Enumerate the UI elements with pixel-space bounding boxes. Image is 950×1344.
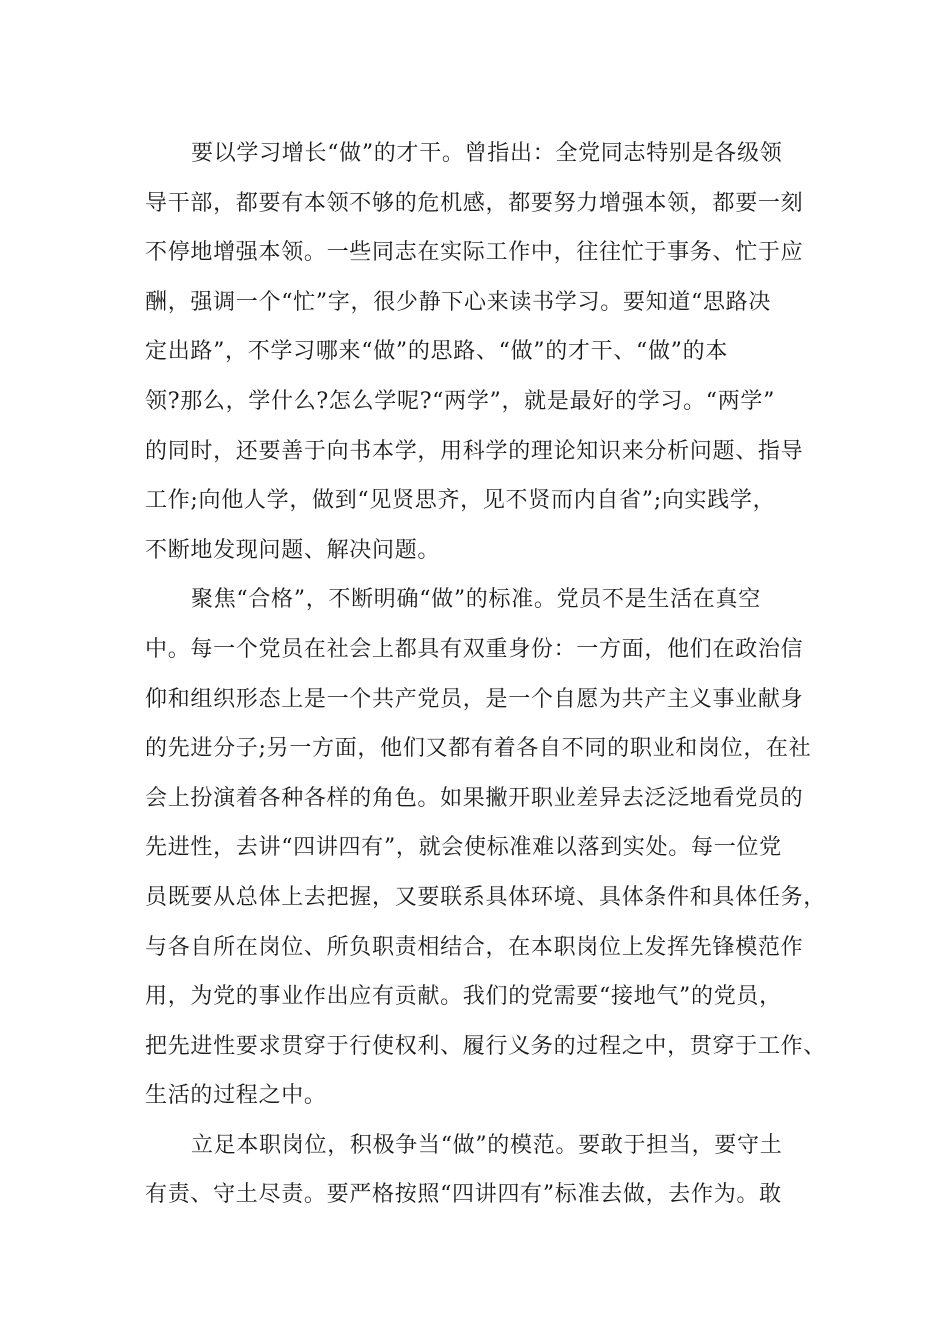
- text-line: 与各自所在岗位、所负职责相结合，在本职岗位上发挥先锋模范作: [145, 934, 804, 960]
- text-line: 用，为党的事业作出应有贡献。我们的党需要“接地气”的党员，: [145, 984, 782, 1010]
- text-line: 的同时，还要善于向书本学，用科学的理论知识来分析问题、指导: [145, 438, 804, 464]
- paragraph-1: [145, 129, 810, 575]
- text-line: 生活的过程之中。: [145, 1083, 327, 1109]
- text-line: 立足本职岗位，积极争当“做”的模范。要敢于担当，要守土: [191, 1132, 783, 1158]
- text-line: 定出路”，不学习哪来“做”的思路、“做”的才干、“做”的本: [145, 339, 729, 365]
- text-line: 聚焦“合格”，不断明确“做”的标准。党员不是生活在真空: [191, 587, 761, 613]
- text-line: 会上扮演着各种各样的角色。如果撇开职业差异去泛泛地看党员的: [145, 785, 804, 811]
- text-line: 不停地增强本领。一些同志在实际工作中，往往忙于事务、忙于应: [145, 240, 804, 266]
- paragraph-2: [145, 575, 827, 1121]
- text-line: 领?那么，学什么?怎么学呢?“两学”，就是最好的学习。“两学”: [145, 388, 776, 414]
- text-line: 员既要从总体上去把握，又要联系具体环境、具体条件和具体任务，: [145, 884, 827, 910]
- text-line: 把先进性要求贯穿于行使权利、履行义务的过程之中，贯穿于工作、: [145, 1033, 827, 1059]
- paragraph-3: [145, 1121, 810, 1220]
- text-line: 不断地发现问题、解决问题。: [145, 537, 441, 563]
- text-line: 中。每一个党员在社会上都具有双重身份：一方面，他们在政治信: [145, 636, 804, 662]
- text-line: 导干部，都要有本领不够的危机感，都要努力增强本领，都要一刻: [145, 190, 804, 216]
- text-line: 酬，强调一个“忙”字，很少静下心来读书学习。要知道“思路决: [145, 289, 772, 315]
- text-line: 要以学习增长“做”的才干。曾指出：全党同志特别是各级领: [191, 141, 783, 166]
- text-line: 的先进分子;另一方面，他们又都有着各自不同的职业和岗位，在社: [145, 736, 812, 762]
- text-line: 先进性，去讲“四讲四有”，就会使标准难以落到实处。每一位党: [145, 835, 782, 861]
- text-line: 工作;向他人学，做到“见贤思齐，见不贤而内自省”;向实践学，: [145, 488, 776, 514]
- text-line: 有责、守土尽责。要严格按照“四讲四有”标准去做，去作为。敢: [145, 1182, 782, 1208]
- text-line: 仰和组织形态上是一个共产党员，是一个自愿为共产主义事业献身: [145, 686, 804, 712]
- document-body: [145, 129, 827, 1220]
